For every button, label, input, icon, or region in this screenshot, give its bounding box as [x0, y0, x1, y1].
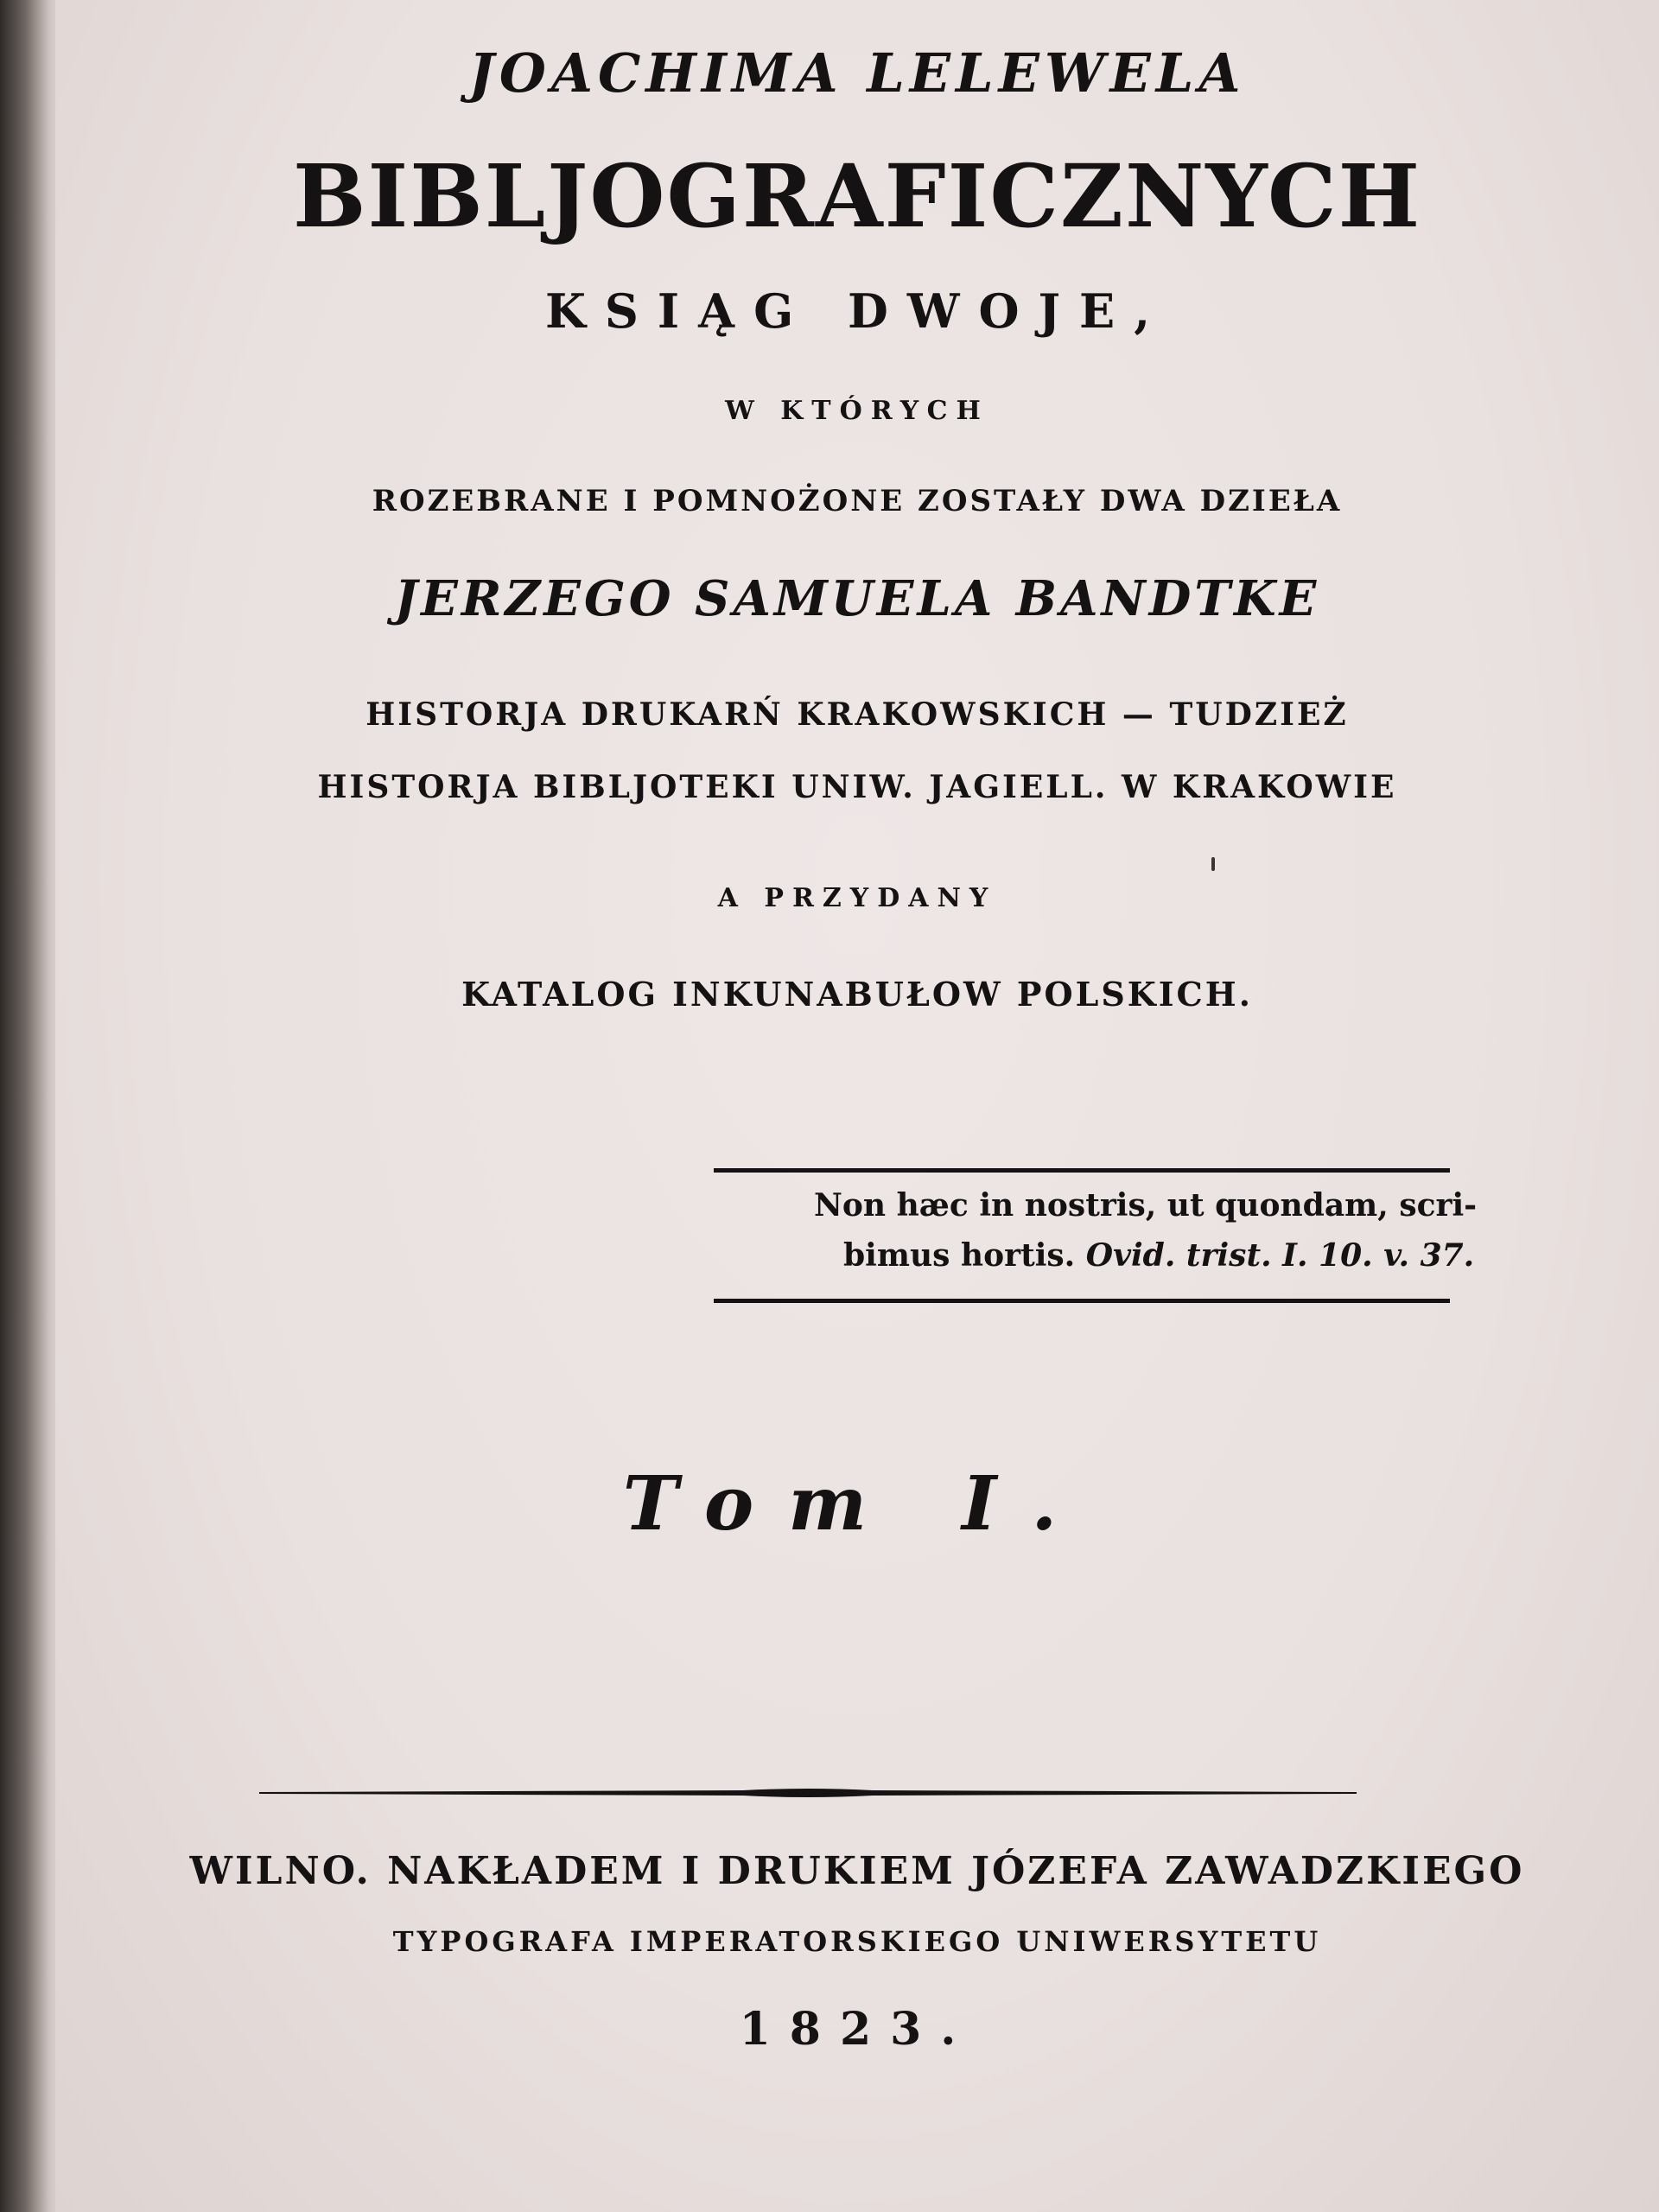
publication-year: 1823.	[739, 2003, 976, 2056]
author-line: JOACHIMA LELEWELA	[468, 41, 1246, 105]
main-title: BIBLJOGRAFICZNYCH	[292, 145, 1422, 247]
motto-top-rule	[714, 1168, 1450, 1173]
works-line-1: HISTORJA DRUKARŃ KRAKOWSKICH — TUDZIEŻ	[365, 696, 1349, 733]
motto-block	[714, 1168, 1478, 1303]
subtitle: KSIĄG DWOJE,	[544, 283, 1170, 339]
added-line: A PRZYDANY	[717, 883, 997, 913]
source-author-line: JERZEGO SAMUELA BANDTKE	[394, 570, 1320, 627]
works-line-2: HISTORJA BIBLJOTEKI UNIW. JAGIELL. W KRAKOWIE	[317, 769, 1397, 805]
motto-reference: Ovid. trist. I. 10. v. 37.	[1085, 1237, 1475, 1274]
motto-line-2-text: bimus hortis.	[843, 1237, 1076, 1274]
motto-line-2	[714, 1237, 1475, 1274]
motto-line-1: Non hæc in nostris, ut quondam, scri-	[814, 1187, 1478, 1224]
swelled-rule	[259, 1787, 1357, 1799]
volume-label: Tom I.	[622, 1460, 1092, 1548]
title-page	[55, 0, 1659, 2212]
ink-speck	[1211, 857, 1215, 871]
imprint-line-2: TYPOGRAFA IMPERATORSKIEGO UNIWERSYTETU	[392, 1925, 1322, 1958]
imprint-line-1: WILNO. NAKŁADEM I DRUKIEM JÓZEFA ZAWADZKIEGO	[189, 1849, 1525, 1893]
reworked-line: ROZEBRANE I POMNOŻONE ZOSTAŁY DWA DZIEŁA	[372, 484, 1343, 518]
in-which-line: W KTÓRYCH	[725, 396, 989, 426]
motto-bottom-rule	[714, 1299, 1450, 1303]
catalog-line: KATALOG INKUNABUŁOW POLSKICH.	[461, 975, 1253, 1014]
